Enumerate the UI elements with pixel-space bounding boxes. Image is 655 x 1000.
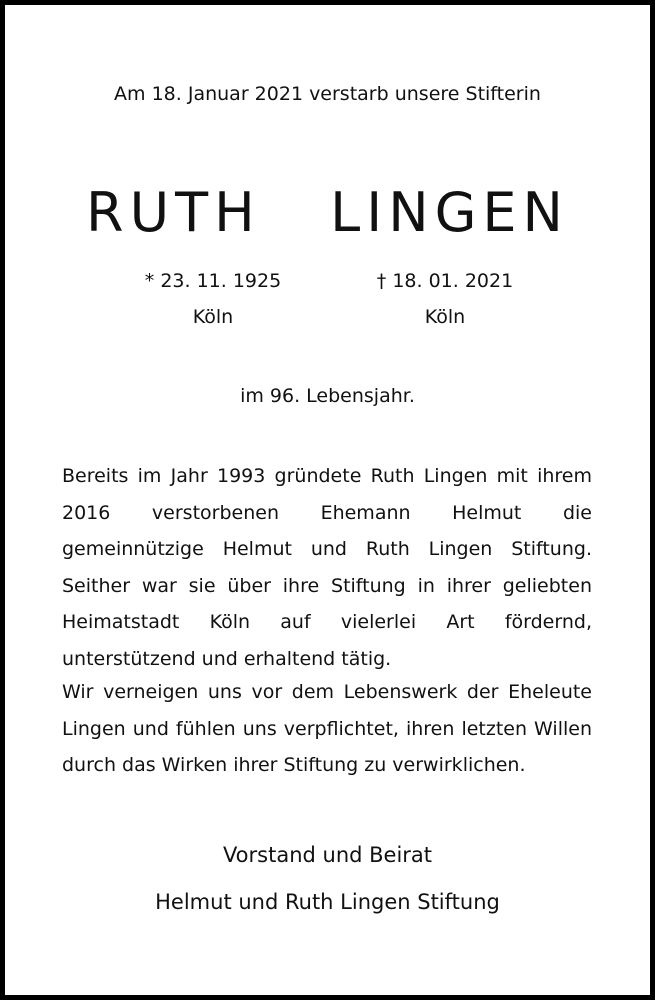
paragraph-tribute: Wir verneigen uns vor dem Lebenswerk der Eheleute Lingen und fühlen uns verpflichtet, ihren letzten Willen durch das Wirken ihrer Stiftung zu verwirklichen. — [62, 681, 592, 776]
birth-place: Köln — [192, 306, 234, 328]
birth-info — [113, 263, 313, 335]
paragraph-foundation: Bereits im Jahr 1993 gründete Ruth Lingen mit ihrem 2016 verstorbenen Ehemann Helmut die gemeinnützige Helmut und Ruth Lingen Stiftung. Seither war sie über ihre Stiftung in ihrer geliebten Heimatstadt Köln auf vielerlei Art fördernd, unterstützend und erhaltend tätig. — [62, 465, 592, 670]
death-date: † 18. 01. 2021 — [376, 270, 514, 292]
deceased-name: RUTH LINGEN — [86, 181, 569, 244]
birth-date: * 23. 11. 1925 — [144, 270, 282, 292]
intro-line: Am 18. Januar 2021 verstarb unsere Stifterin — [114, 83, 541, 105]
signature-board: Vorstand und Beirat — [222, 843, 433, 867]
death-place: Köln — [424, 306, 466, 328]
signature-foundation: Helmut und Ruth Lingen Stiftung — [155, 890, 500, 914]
age-line: im 96. Lebensjahr. — [240, 385, 415, 407]
death-info — [345, 263, 545, 335]
